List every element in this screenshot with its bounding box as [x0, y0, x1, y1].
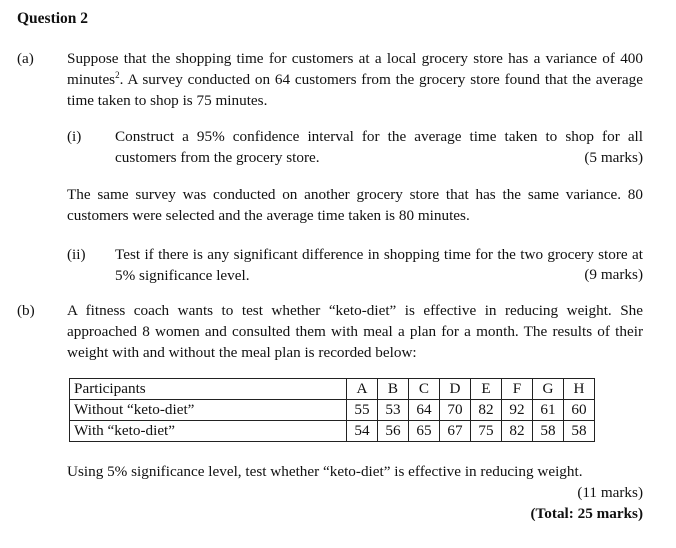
table-cell: 61: [533, 400, 564, 421]
table-cell: 75: [471, 421, 502, 442]
table-header-cell: F: [502, 379, 533, 400]
table-header-cell: G: [533, 379, 564, 400]
table-cell: 54: [347, 421, 378, 442]
table-cell: 82: [471, 400, 502, 421]
table-cell: 70: [440, 400, 471, 421]
sub-i-text: Construct a 95% confidence interval for the average time taken to shop for all customers from the grocery store.: [115, 128, 643, 166]
part-b-marks: (11 marks): [577, 484, 643, 501]
part-a-intro-superscript: 2: [115, 70, 120, 80]
sub-i-label: (i): [67, 128, 82, 145]
table-cell: 56: [378, 421, 409, 442]
sub-i-marks: (5 marks): [584, 149, 643, 166]
table-cell: 67: [440, 421, 471, 442]
table-cell: 82: [502, 421, 533, 442]
table-header-cell: A: [347, 379, 378, 400]
table-cell: 60: [564, 400, 595, 421]
table-cell: 64: [409, 400, 440, 421]
weight-table: [69, 378, 595, 442]
table-header-cell: D: [440, 379, 471, 400]
table-cell: With “keto-diet”: [70, 421, 347, 442]
total-marks: (Total: 25 marks): [530, 505, 643, 522]
part-b-intro: A fitness coach wants to test whether “keto-diet” is effective in reducing weight. She approached 8 women and consulted them with meal a plan for a month. The results of their weight with and without the meal plan is recorded below:: [67, 302, 643, 361]
table-header-cell: C: [409, 379, 440, 400]
table-header-cell: E: [471, 379, 502, 400]
table-cell: 53: [378, 400, 409, 421]
question-heading: Question 2: [17, 10, 89, 27]
table-header-cell: B: [378, 379, 409, 400]
table-cell: 55: [347, 400, 378, 421]
sub-ii-label: (ii): [67, 246, 86, 263]
part-a-intro: [67, 48, 643, 111]
part-b-label: (b): [17, 302, 35, 319]
sub-ii-marks: (9 marks): [584, 266, 643, 283]
part-a-intro-text: Suppose that the shopping time for customers at a local grocery store has a variance of 400 minutes: [67, 50, 643, 88]
table-row: [70, 400, 595, 421]
table-cell: 58: [533, 421, 564, 442]
table-header-cell: H: [564, 379, 595, 400]
table-cell: 65: [409, 421, 440, 442]
table-row: [70, 421, 595, 442]
part-a-middle-text: The same survey was conducted on another grocery store that has the same variance. 80 customers were selected and the average time taken is 80 minutes.: [67, 186, 643, 224]
table-cell: Without “keto-diet”: [70, 400, 347, 421]
part-a-intro-text-cont: . A survey conducted on 64 customers from the grocery store found that the average time taken to shop is 75 minutes.: [67, 71, 643, 109]
sub-ii-text: Test if there is any significant difference in shopping time for the two grocery store at 5% significance level.: [115, 246, 643, 284]
table-cell: 58: [564, 421, 595, 442]
part-a-label: (a): [17, 50, 34, 67]
part-b-question: Using 5% significance level, test whether “keto-diet” is effective in reducing weight.: [67, 463, 583, 480]
table-header-cell: Participants: [70, 379, 347, 400]
table-header-row: [70, 379, 595, 400]
table-cell: 92: [502, 400, 533, 421]
